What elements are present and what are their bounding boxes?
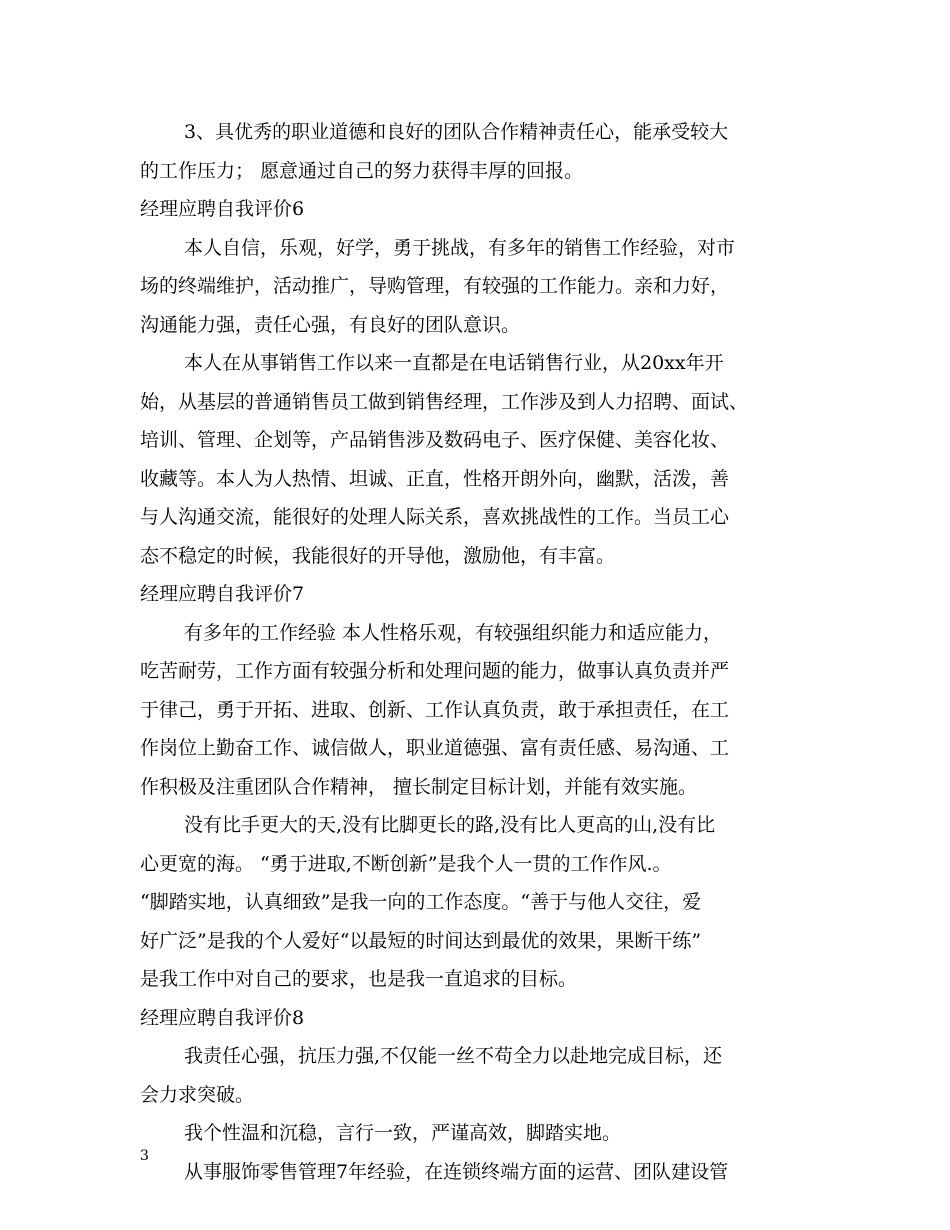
paragraph bbox=[140, 1037, 812, 1114]
paragraph-line: 态不稳定的时候，我能很好的开导他，激励他，有丰富。 bbox=[140, 544, 616, 567]
paragraph-line: 沟通能力强，责任心强，有良好的团队意识。 bbox=[140, 313, 521, 336]
paragraph-line: “脚踏实地，认真细致”是我一向的工作态度。“善于与他人交往，爱 bbox=[140, 891, 702, 913]
paragraph-line: 有多年的工作经验 本人性格乐观，有较强组织能力和适应能力， bbox=[184, 621, 723, 644]
page-number: 3 bbox=[140, 1148, 149, 1164]
paragraph bbox=[140, 806, 812, 999]
paragraph bbox=[140, 229, 812, 345]
paragraph bbox=[140, 614, 812, 807]
paragraph bbox=[140, 1153, 812, 1192]
paragraph-line: 本人在从事销售工作以来一直都是在电话销售行业，从20xx年开 bbox=[184, 352, 724, 374]
paragraph-line: 从事服饰零售管理7年经验，在连锁终端方面的运营、团队建设管 bbox=[184, 1160, 729, 1183]
paragraph bbox=[140, 1114, 812, 1153]
paragraph-line: 是我工作中对自己的要求，也是我一直追求的目标。 bbox=[140, 968, 578, 990]
paragraph-line: 场的终端维护，活动推广，导购管理，有较强的工作能力。亲和力好， bbox=[140, 275, 730, 297]
paragraph-line: 心更宽的海。 “勇于进取,不断创新”是我个人一贯的工作作风.。 bbox=[140, 852, 672, 875]
paragraph-line: 作岗位上勤奋工作、诚信做人，职业道德强、富有责任感、易沟通、工 bbox=[140, 737, 730, 759]
paragraph-line: 我个性温和沉稳，言行一致，严谨高效，脚踏实地。 bbox=[184, 1122, 622, 1144]
paragraph-line: 我责任心强，抗压力强,不仅能一丝不苟全力以赴地完成目标，还 bbox=[184, 1045, 723, 1067]
paragraph-line: 收藏等。本人为人热情、坦诚、正直，性格开朗外向，幽默，活泼，善 bbox=[140, 467, 730, 490]
paragraph-line: 好广泛”是我的个人爱好“以最短的时间达到最优的效果，果断干练” bbox=[140, 929, 702, 952]
paragraph-line: 于律己，勇于开拓、进取、创新、工作认真负责，敢于承担责任，在工 bbox=[140, 698, 730, 721]
paragraph-line: 吃苦耐劳，工作方面有较强分析和处理问题的能力，做事认真负责并严 bbox=[140, 660, 730, 682]
document-body bbox=[140, 113, 812, 1191]
paragraph bbox=[140, 344, 812, 575]
section-heading: 经理应聘自我评价8 bbox=[140, 1006, 305, 1029]
paragraph-line: 没有比手更大的天,没有比脚更长的路,没有比人更高的山,没有比 bbox=[184, 814, 716, 836]
paragraph-line: 的工作压力； 愿意通过自己的努力获得丰厚的回报。 bbox=[140, 159, 584, 182]
paragraph-line: 与人沟通交流，能很好的处理人际关系，喜欢挑战性的工作。当员工心 bbox=[140, 506, 730, 528]
section-heading: 经理应聘自我评价6 bbox=[140, 198, 305, 220]
section-heading: 经理应聘自我评价7 bbox=[140, 583, 305, 605]
paragraph-line: 作积极及注重团队合作精神， 擅长制定目标计划，并能有效实施。 bbox=[140, 775, 698, 798]
paragraph-line: 会力求突破。 bbox=[140, 1083, 255, 1106]
paragraph-line: 本人自信，乐观，好学，勇于挑战，有多年的销售工作经验，对市 bbox=[184, 236, 736, 259]
paragraph-line: 培训、管理、企划等，产品销售涉及数码电子、医疗保健、美容化妆、 bbox=[140, 429, 730, 451]
paragraph-line: 3、具优秀的职业道德和良好的团队合作精神责任心，能承受较大 bbox=[184, 121, 729, 143]
paragraph bbox=[140, 113, 812, 190]
paragraph-line: 始，从基层的普通销售员工做到销售经理，工作涉及到人力招聘、面试、 bbox=[140, 390, 749, 413]
